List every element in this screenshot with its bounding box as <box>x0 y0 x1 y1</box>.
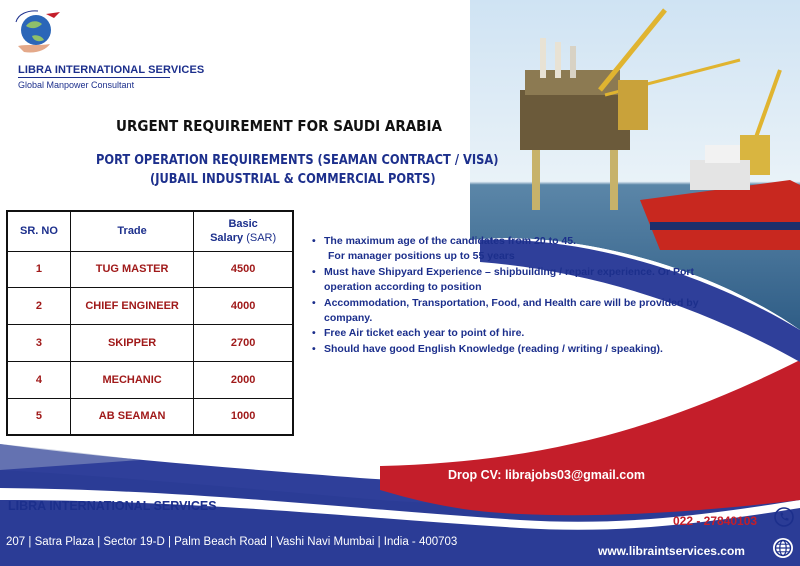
footer-address: 207 | Satra Plaza | Sector 19-D | Palm Beach Road | Vashi Navi Mumbai | India - 400703 <box>6 536 458 548</box>
header-salary-line2 <box>194 232 292 244</box>
list-item <box>310 234 730 265</box>
list-item <box>310 296 730 327</box>
list-item <box>310 326 730 341</box>
brand-name: LIBRA INTERNATIONAL SERVICES <box>18 64 205 76</box>
row-salary: 2000 <box>194 361 293 398</box>
table-header-row <box>7 211 293 251</box>
header-trade: Trade <box>70 211 193 251</box>
row-salary: 1000 <box>194 398 293 435</box>
bullet-text: Accommodation, Transportation, Food, and Health care will be provided by company. <box>324 296 699 325</box>
requirements-table <box>6 210 294 436</box>
bullet-text: Should have good English Knowledge (reading / writing / speaking). <box>324 342 663 355</box>
table-row <box>7 251 293 288</box>
phone-number[interactable]: 022 - 27840103 <box>673 514 758 528</box>
list-item <box>310 265 730 296</box>
globe-hand-plane-logo <box>14 8 62 58</box>
row-sr: 4 <box>7 361 70 398</box>
row-salary: 4000 <box>194 288 293 325</box>
subtitle-port-operation: PORT OPERATION REQUIREMENTS (SEAMAN CONTRACT / VISA) <box>96 153 499 168</box>
row-trade: TUG MASTER <box>70 251 193 288</box>
globe-icon <box>772 537 794 559</box>
requirements-list <box>310 234 730 357</box>
bullet-text: Free Air ticket each year to point of hire. <box>324 327 525 340</box>
row-trade: AB SEAMAN <box>70 398 193 435</box>
header-sr-no: SR. NO <box>7 211 70 251</box>
row-sr: 1 <box>7 251 70 288</box>
row-sr: 2 <box>7 288 70 325</box>
table-row <box>7 398 293 435</box>
row-sr: 5 <box>7 398 70 435</box>
bullet-text: The maximum age of the candidates from 20 to 45. <box>324 235 577 247</box>
footer-company-name: LIBRA INTERNATIONAL SERVICES <box>8 499 217 513</box>
row-salary: 2700 <box>194 325 293 362</box>
table-row <box>7 361 293 398</box>
row-salary: 4500 <box>194 251 293 288</box>
header-salary-line1: Basic <box>228 218 258 231</box>
brand-tagline: Global Manpower Consultant <box>18 80 135 90</box>
list-item <box>310 342 730 357</box>
website-link[interactable]: www.libraintservices.com <box>598 544 745 558</box>
table-row <box>7 288 293 325</box>
brand-divider <box>18 77 170 78</box>
table-row <box>7 325 293 362</box>
row-trade: SKIPPER <box>70 325 193 362</box>
bullet-extra: For manager positions up to 55 years <box>328 250 515 263</box>
subtitle-ports: (JUBAIL INDUSTRIAL & COMMERCIAL PORTS) <box>150 172 436 187</box>
header-basic-salary <box>194 211 293 251</box>
page-title: URGENT REQUIREMENT FOR SAUDI ARABIA <box>116 117 442 135</box>
row-trade: CHIEF ENGINEER <box>70 288 193 325</box>
drop-cv-email[interactable]: Drop CV: librajobs03@gmail.com <box>448 468 645 482</box>
header-salary-word: Salary <box>210 232 244 245</box>
row-trade: MECHANIC <box>70 361 193 398</box>
bullet-text: Must have Shipyard Experience – shipbuilding / repair experience. Or Port operation according to position <box>324 265 694 294</box>
phone-icon <box>774 507 794 527</box>
header-salary-unit: (SAR) <box>246 232 277 245</box>
row-sr: 3 <box>7 325 70 362</box>
